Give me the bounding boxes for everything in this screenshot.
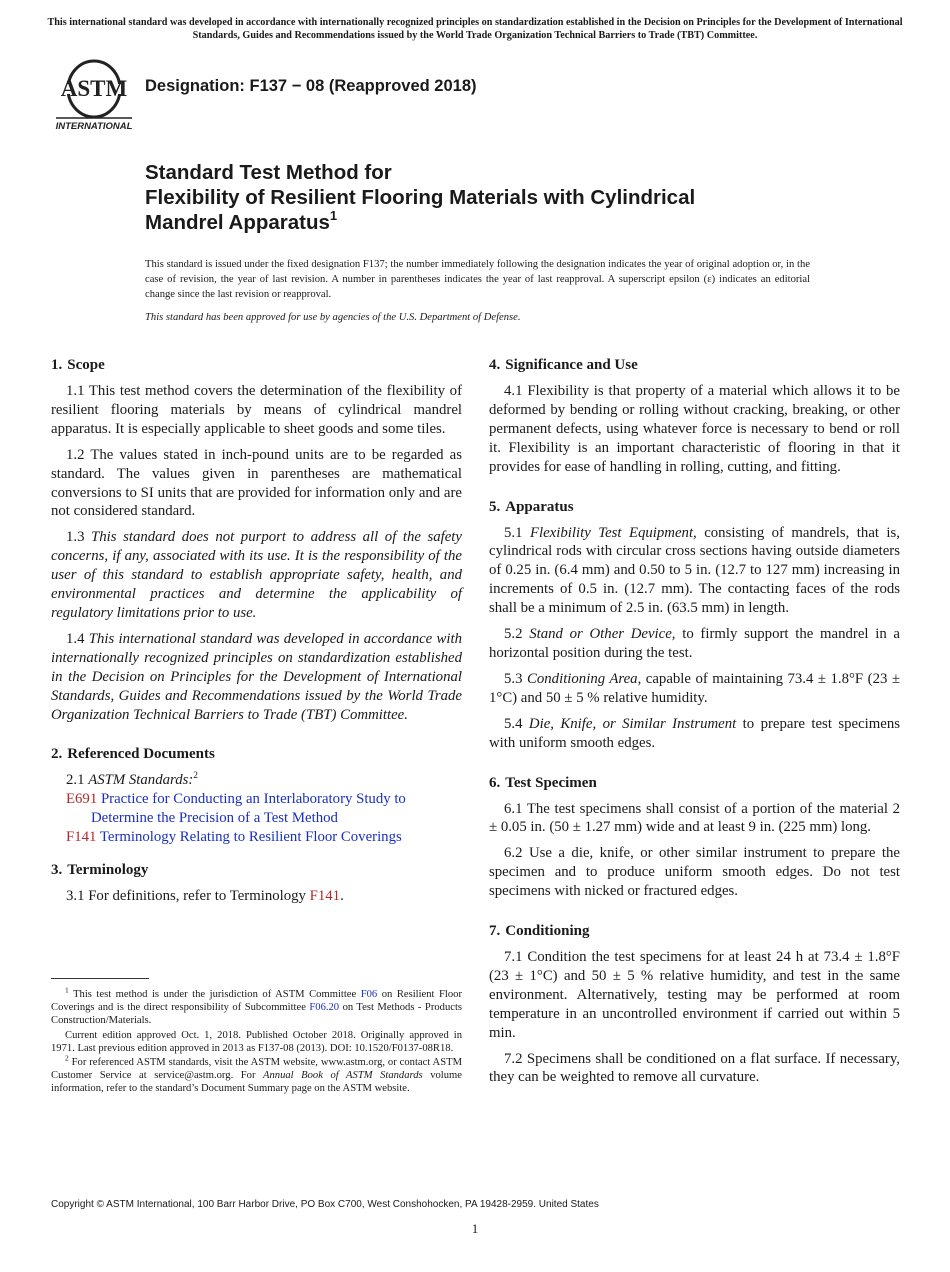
footnote-1-edition: Current edition approved Oct. 1, 2018. Published October 2018. Originally approved in 1971. Last previous edition approved in 2013 as F137-08 (2013). DOI: 10.1520/F0137-08R18. [51,1029,462,1054]
right-column [489,356,900,1094]
para-7-2: 7.2 Specimens shall be conditioned on a flat surface. If necessary, they can be weighted to remove all curvature. [489,1050,900,1086]
reference-e691[interactable] [51,790,462,828]
title-footnote-mark: 1 [329,208,338,223]
link-f06[interactable]: F06 [360,989,378,1000]
para-1-3: 1.3 This standard does not purport to address all of the safety concerns, if any, associated with its use. It is the responsibility of the user of this standard to establish appropriate safety, health, and environmental practices and determine the applicability of regulatory limitations prior to use. [51,529,462,621]
para-3-1: 3.1 For definitions, refer to Terminology F141. [66,888,344,905]
para-5-2: 5.2 Stand or Other Device, to firmly support the mandrel in a horizontal position during the test. [489,626,900,661]
section-heading-test-specimen: 6. Test Specimen [489,774,597,791]
section-heading-apparatus: 5. Apparatus [489,498,574,515]
footnotes [51,985,463,1097]
astm-international-logo [52,56,136,132]
reference-code: E691 [66,791,98,808]
footnote-1: $^1$ This test method is under the jurisdiction of ASTM Committee F06 on Resilient Floor Coverings and is the direct responsibility of Subcommittee F06.20 on Test Methods - Products Construction/Materials. [51,985,463,1027]
footnote-2: $^2$ For referenced ASTM standards, visit the ASTM website, www.astm.org, or contact ASTM Customer Service at service@astm.org. For Annual Book of ASTM Standards volume information, refer to the standard’s Document Summary page on the ASTM website. [51,1053,462,1095]
para-5-4: 5.4 Die, Knife, or Similar Instrument to prepare test specimens with uniform smooth edges. [489,715,900,751]
para-2-1: 2.1 ASTM Standards:$^2$ [66,771,199,789]
section-heading-significance: 4. Significance and Use [489,357,638,373]
issued-note: This standard is issued under the fixed designation F137; the number immediately following the designation indicates the year of original adoption or, in the case of revision, the year of last revision. A number in parentheses indicates the year of last reapproval. A superscript epsilon (ε) indicates an editorial change since the last revision or reapproval. [145,259,810,300]
para-6-2: 6.2 Use a die, knife, or other similar instrument to prepare the specimen and to produce uniform smooth edges. Do not test specimens with nicked or fractured edges. [489,845,900,900]
section-heading-conditioning: 7. Conditioning [489,923,590,940]
page-number: 1 [471,1221,479,1236]
reference-title: Practice for Conducting an Interlaboratory Study to Determine the Precision of a Test Method [91,791,406,827]
link-f06-20[interactable]: F06.20 [309,1002,340,1014]
footnote-divider [51,978,149,979]
title-line-1: Standard Test Method for [145,161,392,184]
para-5-3: 5.3 Conditioning Area, capable of maintaining 73.4 ± 1.8°F (23 ± 1°C) and 50 ± 5 % relative humidity. [489,670,901,706]
reference-code: F141 [66,829,97,846]
para-4-1: 4.1 Flexibility is that property of a material which allows it to be deformed by bending or rolling without cracking, breaking, or other permanent defects, using whatever force is necessary to bend or roll it. Flexibility is an important characteristic of flooring in that it provides for ease of handling in rolling, cutting, and fitting. [489,383,900,475]
designation: Designation: F137 − 08 (Reapproved 2018) [145,77,477,95]
footnote-mark-2: 2 [193,771,199,782]
logo-letters: ASTM [60,76,128,101]
link-f141[interactable]: F141 [309,888,341,905]
copyright-line: Copyright © ASTM International, 100 Barr Harbor Drive, PO Box C700, West Conshohocken, PA 19428-2959. United States [51,1199,599,1210]
para-7-1: 7.1 Condition the test specimens for at least 24 h at 73.4 ± 1.8°F (23 ± 1°C) and 50 ± 5 % relative humidity, and test in the same environment. Alternatively, testing may be performed at room temperature in an uncontrolled environment if carried out within 5 min. [489,949,900,1041]
para-1-4: 1.4 This international standard was developed in accordance with internationally recognized principles on standardization established in the Decision on Principles for the Development of International Standards, Guides and Recommendations issued by the World Trade Organization Technical Barriers to Trade (TBT) Committee. [51,630,462,723]
document-title [145,160,845,235]
para-6-1: 6.1 The test specimens shall consist of a portion of the material 2 ± 0.05 in. (50 ± 1.27 mm) wide and at least 9 in. (225 mm) long. [489,800,900,836]
logo-word: INTERNATIONAL [55,121,133,132]
title-line-2: Flexibility of Resilient Flooring Materials with Cylindrical [145,186,696,209]
section-heading-referenced-documents: 2. Referenced Documents [51,746,215,763]
section-heading-terminology: 3. Terminology [51,862,149,879]
left-column [51,356,462,913]
reference-f141[interactable] [51,828,462,847]
para-5-1: 5.1 Flexibility Test Equipment, consisting of mandrels, that is, cylindrical rods with circular cross sections having outside diameters of 0.25 in. (6.4 mm) and 0.50 to 5 in. (12.7 to 127 mm) increasing in increments of 0.5 in. (12.7 mm). The contacting faces of the rods shall be a minimum of 2.5 in. (63.5 mm) in length. [489,524,901,617]
reference-title: Terminology Relating to Resilient Floor Coverings [99,829,402,846]
para-1-1: 1.1 This test method covers the determination of the flexibility of resilient flooring materials by means of cylindrical mandrel apparatus. It is especially applicable to sheet goods and some tiles. [51,383,462,437]
para-1-2: 1.2 The values stated in inch-pound units are to be regarded as standard. The values given in parentheses are mathematical conversions to SI units that are provided for information only and are not considered standard. [51,446,462,520]
section-heading-scope: 1. Scope [51,357,105,373]
international-standard-note: This international standard was developed in accordance with internationally recognized principles on standardization established in the Decision on Principles for the Development of International Standards, Guides and Recommendations issued by the World Trade Organization Technical Barriers to Trade (TBT) Committee. [47,17,903,41]
dod-approval-note: This standard has been approved for use by agencies of the U.S. Department of Defense. [145,312,521,323]
title-line-3: Mandrel Apparatus$^1$ [145,208,338,234]
